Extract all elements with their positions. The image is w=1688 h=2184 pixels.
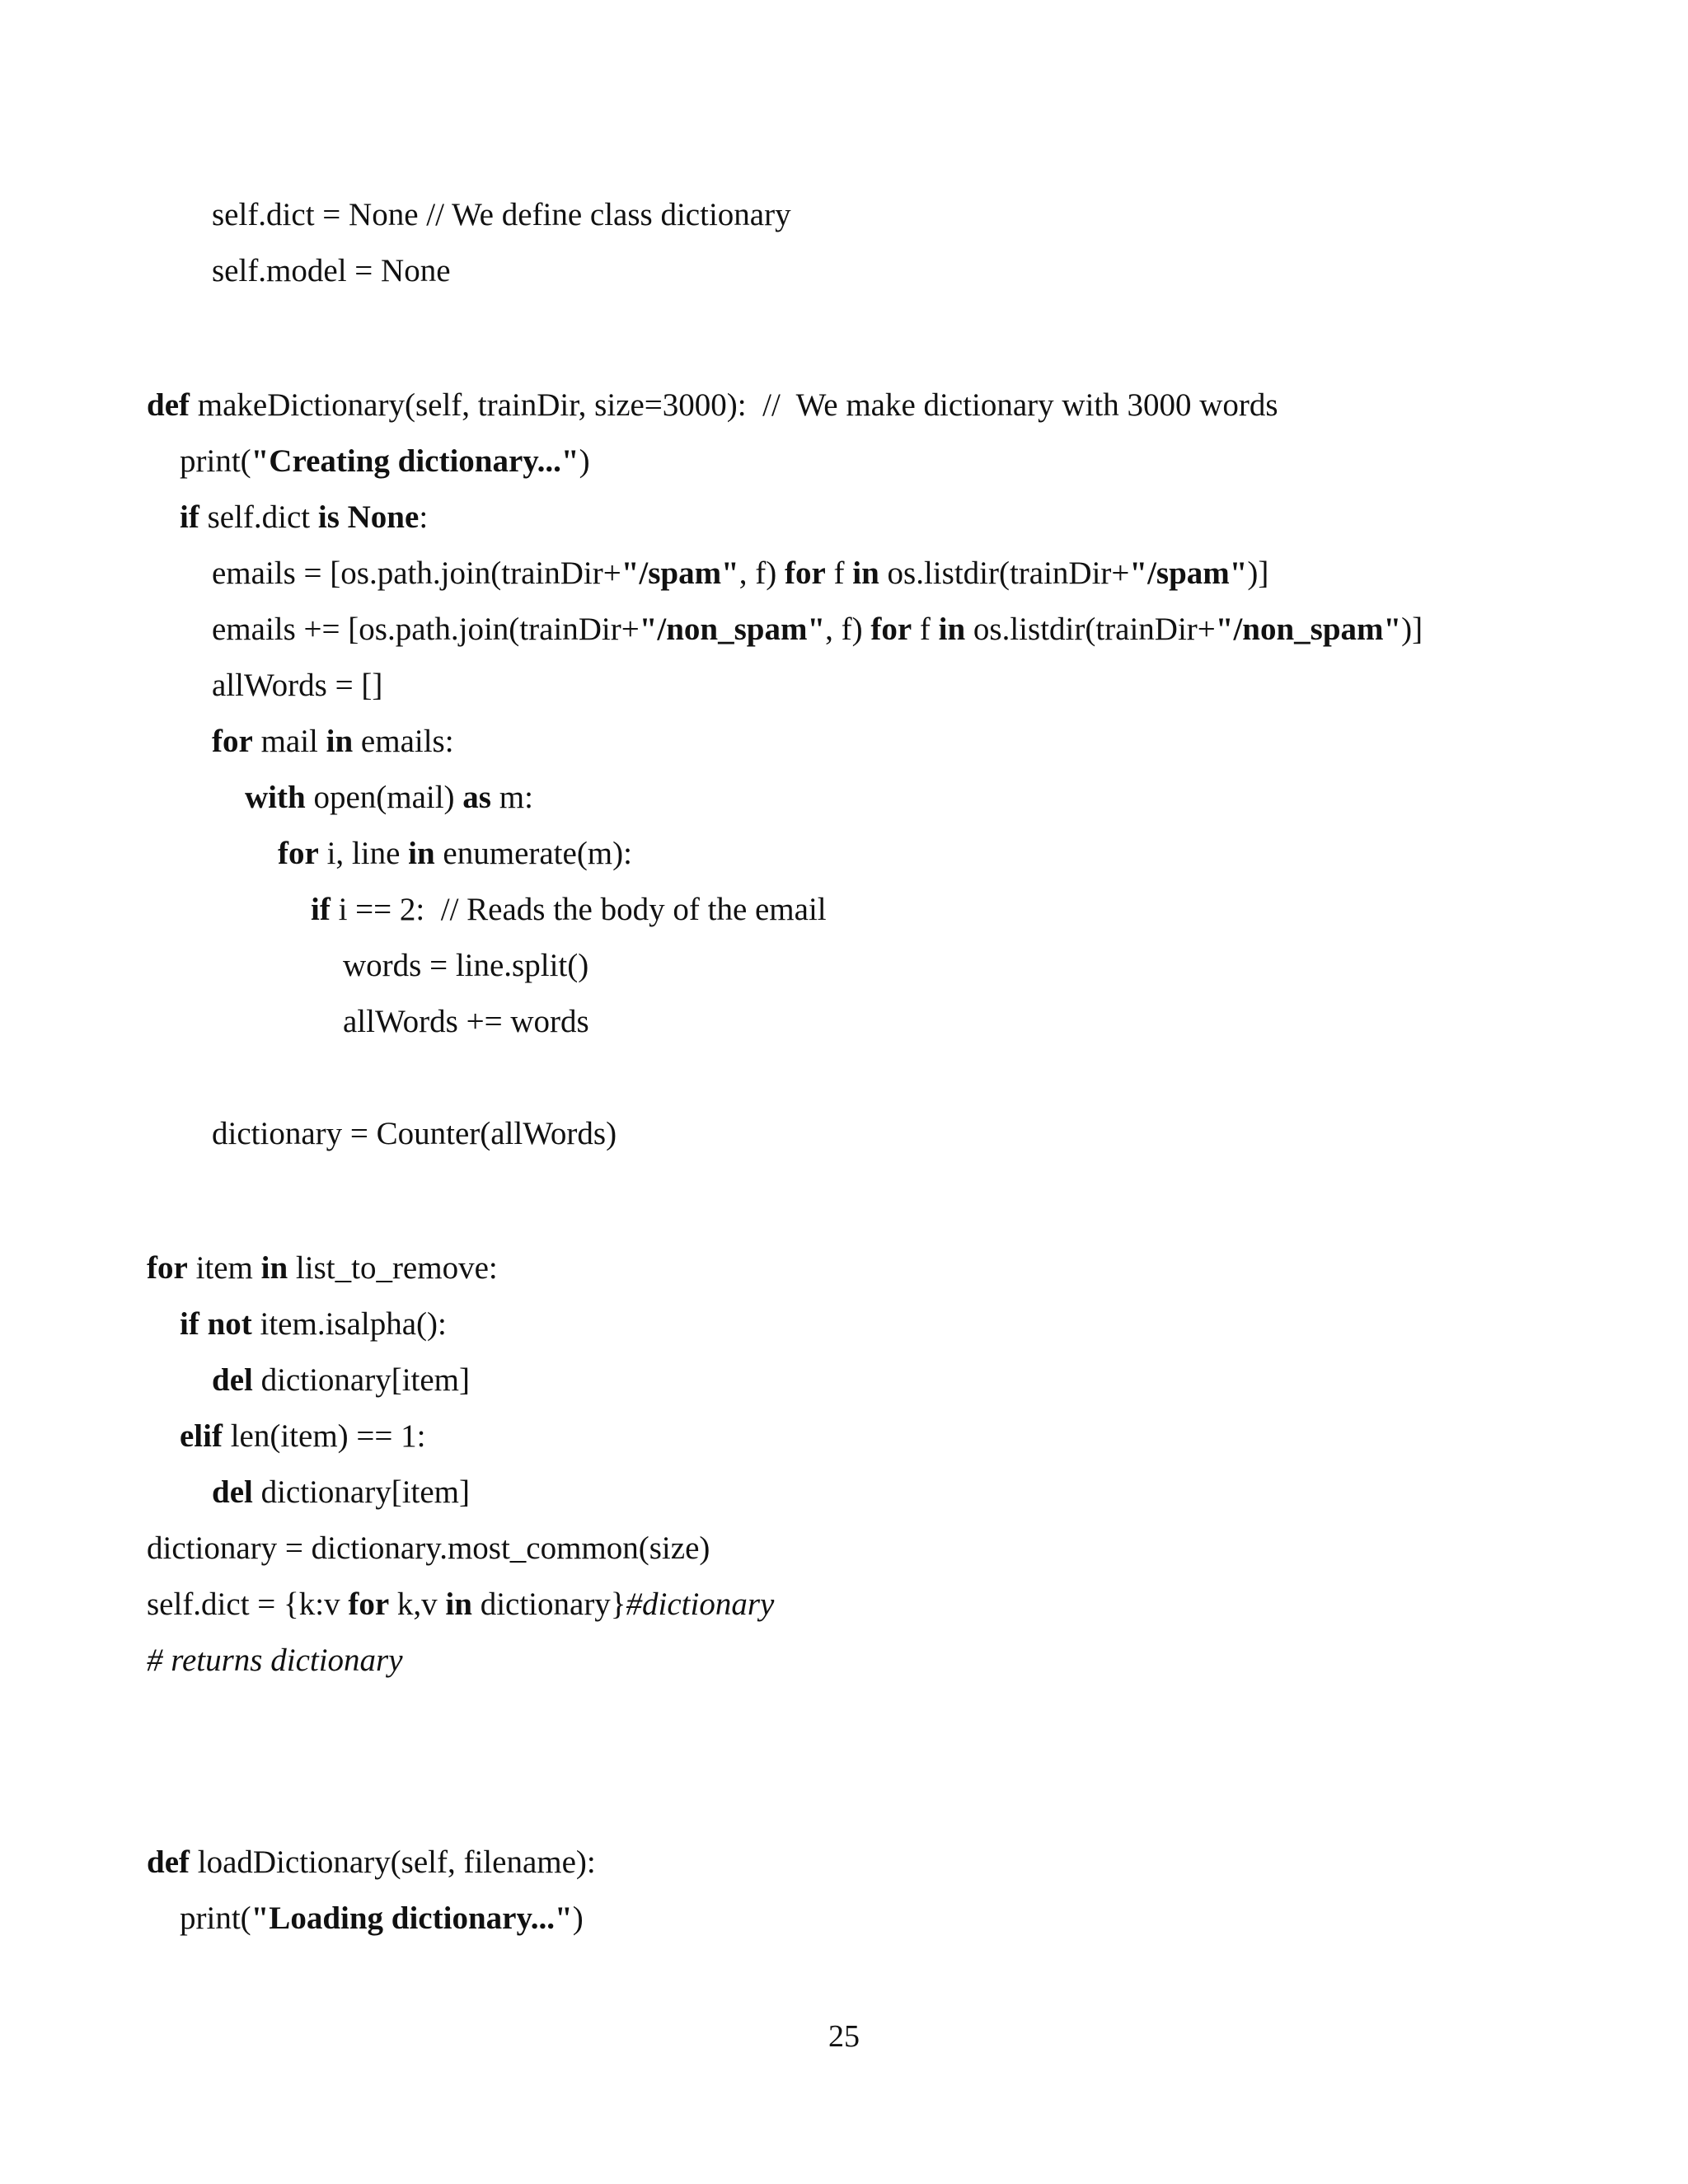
code-token: for [212, 724, 253, 759]
code-token: is [317, 499, 340, 535]
code-token: in [408, 836, 435, 871]
code-token: i, line [318, 836, 409, 871]
code-token: del [212, 1362, 253, 1398]
code-token: dictionary = Counter(allWords) [212, 1116, 617, 1151]
code-line [180, 441, 590, 482]
code-token: del [212, 1474, 253, 1510]
code-token: "/spam" [1129, 555, 1248, 591]
code-line [147, 385, 1278, 426]
code-token: words = line.split() [343, 948, 589, 983]
code-token: item.isalpha(): [251, 1306, 447, 1342]
code-token: os.listdir(trainDir+ [879, 555, 1130, 591]
code-token: makeDictionary(self, trainDir, size=3000): // We make dictionary with 3000 words [190, 387, 1278, 423]
code-token: with [245, 780, 306, 815]
code-token: dictionary = dictionary.most_common(size) [147, 1530, 710, 1566]
code-token: for [348, 1586, 390, 1622]
code-line [180, 497, 428, 538]
code-token: in [938, 612, 966, 647]
code-token: self.dict = {k:v [147, 1586, 349, 1622]
code-line [212, 194, 791, 236]
code-token: in [260, 1250, 288, 1286]
code-token: mail [252, 724, 326, 759]
code-token: #dictionary [626, 1586, 775, 1622]
code-token: i == 2: // Reads the body of the email [330, 892, 827, 927]
code-token: def [147, 387, 190, 423]
code-token: ) [572, 1900, 584, 1936]
code-token: self.model = None [212, 253, 451, 288]
code-token: emails += [os.path.join(trainDir+ [212, 612, 640, 647]
code-token: as [462, 780, 491, 815]
code-token: for [278, 836, 319, 871]
code-token: "Loading dictionary..." [251, 1900, 573, 1936]
code-token: if [180, 499, 199, 535]
code-line [180, 1304, 447, 1345]
code-token: print( [180, 1900, 251, 1936]
code-token: enumerate(m): [434, 836, 632, 871]
code-line [147, 1528, 710, 1569]
code-token: "/non_spam" [639, 612, 826, 647]
code-token: in [326, 724, 354, 759]
code-line [212, 609, 1423, 650]
code-line [212, 553, 1268, 594]
code-line [245, 777, 533, 818]
code-token: for [147, 1250, 188, 1286]
code-token: dictionary} [471, 1586, 626, 1622]
code-token: if [311, 892, 331, 927]
code-token: loadDictionary(self, filename): [190, 1844, 596, 1880]
code-line [212, 721, 454, 762]
code-token: self.dict [199, 499, 318, 535]
code-token: "Creating dictionary..." [251, 443, 579, 479]
code-token: elif [180, 1418, 223, 1454]
code-token: f [912, 612, 939, 647]
code-token: open(mail) [305, 780, 463, 815]
code-line [180, 1898, 584, 1939]
code-line [147, 1640, 403, 1681]
code-token: if not [180, 1306, 252, 1342]
code-token: print( [180, 443, 251, 479]
code-token: list_to_remove: [288, 1250, 498, 1286]
code-line [147, 1842, 596, 1883]
code-token: m: [490, 780, 533, 815]
code-token: len(item) == 1: [222, 1418, 426, 1454]
code-line [212, 251, 451, 292]
code-token: : [419, 499, 429, 535]
code-token: )] [1247, 555, 1269, 591]
code-token: f [825, 555, 853, 591]
code-line [343, 1001, 589, 1043]
code-token: in [445, 1586, 472, 1622]
code-line [212, 1472, 470, 1513]
code-token: None [347, 499, 420, 535]
code-line [180, 1416, 425, 1457]
code-token: os.listdir(trainDir+ [965, 612, 1216, 647]
code-line [343, 945, 588, 987]
code-token: )] [1401, 612, 1423, 647]
code-token: emails = [os.path.join(trainDir+ [212, 555, 621, 591]
code-token: in [852, 555, 879, 591]
code-token: "/non_spam" [1215, 612, 1402, 647]
code-token: "/spam" [621, 555, 739, 591]
code-token: for [870, 612, 912, 647]
code-line [212, 1360, 470, 1401]
code-line [311, 889, 827, 930]
code-token: for [784, 555, 826, 591]
code-token: self.dict = None // We define class dictionary [212, 197, 791, 232]
code-token: , f) [825, 612, 871, 647]
code-token: k,v [389, 1586, 446, 1622]
code-line [278, 833, 632, 874]
code-token: dictionary[item] [252, 1362, 470, 1398]
code-token: , f) [738, 555, 785, 591]
code-line [147, 1248, 498, 1289]
code-line [212, 665, 382, 706]
code-token: emails: [353, 724, 454, 759]
code-token: allWords = [] [212, 668, 383, 703]
page-number: 25 [828, 2019, 860, 2054]
code-token: # returns dictionary [147, 1643, 403, 1678]
code-token: item [187, 1250, 261, 1286]
code-line [147, 1584, 774, 1625]
code-token: ) [579, 443, 590, 479]
code-token: dictionary[item] [252, 1474, 470, 1510]
code-line [212, 1113, 617, 1155]
code-token [340, 499, 348, 535]
code-token: allWords += words [343, 1004, 589, 1039]
code-token: def [147, 1844, 190, 1880]
